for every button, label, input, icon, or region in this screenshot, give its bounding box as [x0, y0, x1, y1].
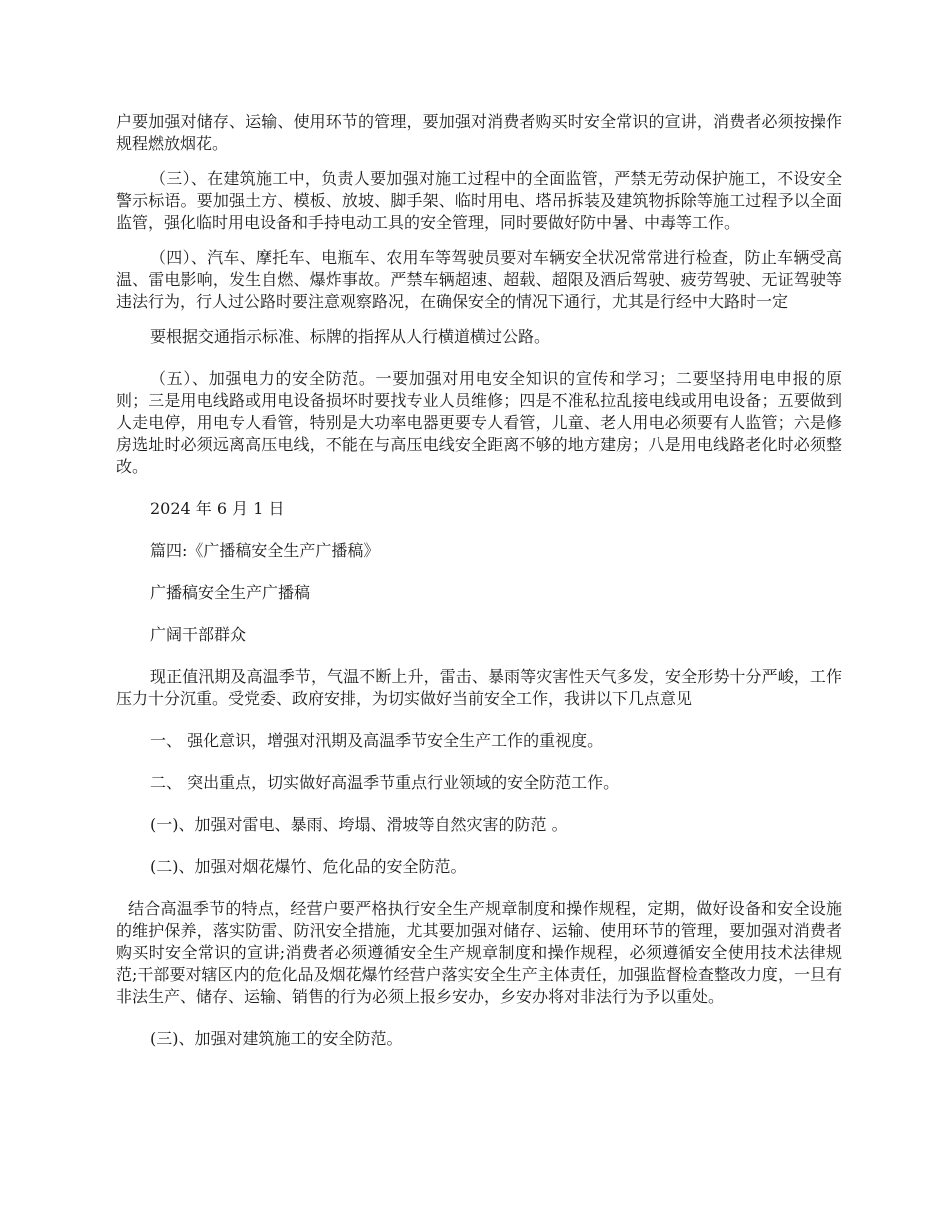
subpoint-two: (二)、加强对烟花爆竹、危化品的安全防范。: [150, 857, 467, 876]
subpoint-one: (一)、加强对雷电、暴雨、垮塌、滑坡等自然灾害的防范 。: [150, 815, 568, 834]
document-date: 2024 年 6 月 1 日: [150, 499, 285, 518]
subpoint-three: (三)、加强对建筑施工的安全防范。: [150, 1029, 403, 1048]
point-one: 一、 强化意识，增强对汛期及高温季节安全生产工作的重视度。: [150, 731, 604, 750]
paragraph-intro: 现正值汛期及高温季节，气温不断上升，雷击、暴雨等灾害性天气多发，安全形势十分严峻，工作压力十分沉重。受党委、政府安排，为切实做好当前安全工作，我讲以下几点意见: [116, 667, 842, 708]
paragraph-fireworks: 结合高温季节的特点，经营户要严格执行安全生产规章制度和操作规程，定期，做好设备和安全设施的维护保养，落实防雷、防汛安全措施，尤其要加强对储存、运输、使用环节的管理，要加强对消费者购买时安全常识的宣讲;消费者必须遵循安全生产规章制度和操作规程，必须遵循安全使用技术法律规范;干部要对辖区内的危化品及烟花爆竹经营户落实安全生产主体责任，加强监督检查整改力度，一旦有非法生产、储存、运输、销售的行为必须上报乡安办，乡安办将对非法行为予以重处。: [116, 899, 842, 1006]
document-body: [116, 111, 842, 1063]
salutation: 广阔干部群众: [150, 625, 247, 644]
paragraph-electricity: （五）、加强电力的安全防范。一要加强对用电安全知识的宣传和学习；二要坚持用电申报的原则；三是用电线路或用电设备损坏时要找专业人员维修；四是不准私拉乱接电线或用电设备；五要做到人走电停，用电专人看管，特别是大功率电器更要专人看管，儿童、老人用电必须要有人监管；六是修房选址时必须远离高压电线，不能在与高压电线安全距离不够的地方建房；八是用电线路老化时必须整改。: [116, 369, 842, 476]
section-heading: 篇四:《广播稿安全生产广播稿》: [150, 541, 380, 560]
paragraph-construction: （三）、在建筑施工中，负责人要加强对施工过程中的全面监管，严禁无劳动保护施工，不设安全警示标语。要加强土方、模板、放坡、脚手架、临时用电、塔吊拆装及建筑物拆除等施工过程予以全面监管，强化临时用电设备和手持电动工具的安全管理，同时要做好防中暑、中毒等工作。: [116, 169, 842, 232]
paragraph-vehicles: （四）、汽车、摩托车、电瓶车、农用车等驾驶员要对车辆安全状况常常进行检查，防止车辆受高温、雷电影响，发生自燃、爆炸事故。严禁车辆超速、超载、超限及酒后驾驶、疲劳驾驶、无证驾驶等违法行为，行人过公路时要注意观察路况，在确保安全的情况下通行，尤其是行经中大路时一定: [116, 248, 842, 311]
point-two: 二、 突出重点，切实做好高温季节重点行业领域的安全防范工作。: [150, 773, 620, 792]
paragraph-crossing: 要根据交通指示标准、标牌的指挥从人行横道横过公路。: [150, 327, 551, 346]
broadcast-title: 广播稿安全生产广播稿: [150, 583, 311, 602]
paragraph-continuation: 户要加强对储存、运输、使用环节的管理，要加强对消费者购买时安全常识的宣讲，消费者必须按操作规程燃放烟花。: [116, 112, 842, 153]
